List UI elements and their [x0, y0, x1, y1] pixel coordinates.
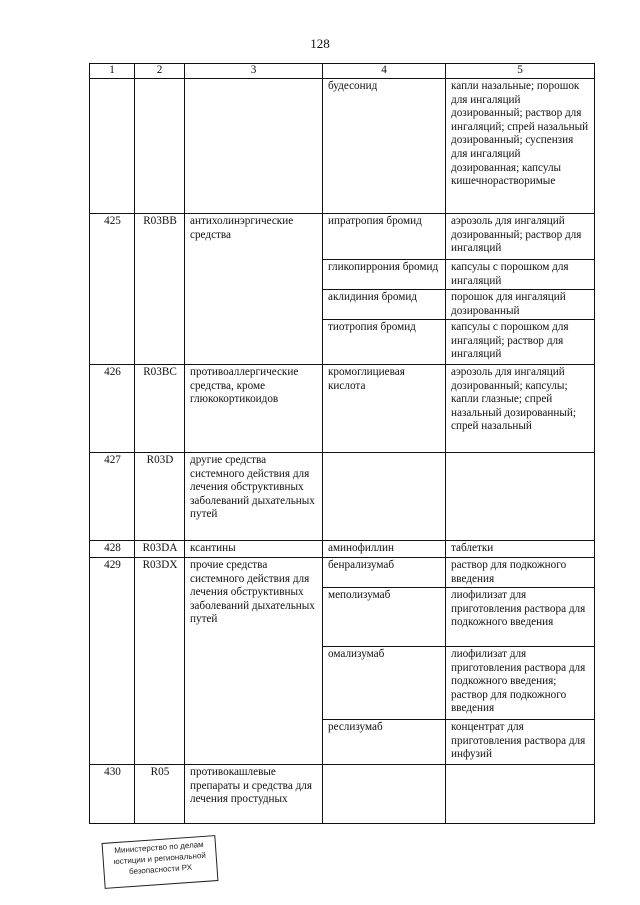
row-number: 430 — [90, 765, 135, 824]
atc-code: R03DX — [135, 558, 185, 765]
stamp-line: юстиции и региональной — [113, 850, 207, 867]
drug-name: будесонид — [323, 79, 446, 214]
atc-code: R03DA — [135, 541, 185, 558]
row-number: 426 — [90, 365, 135, 453]
dosage-form: таблетки — [446, 541, 595, 558]
drug-name: тиотропия бромид — [323, 320, 446, 365]
table-row — [90, 365, 595, 453]
drug-name: ипратропия бромид — [323, 214, 446, 260]
header-col-2: 2 — [135, 64, 185, 79]
group-name: ксантины — [185, 541, 323, 558]
drug-name — [323, 453, 446, 541]
drug-name: реслизумаб — [323, 720, 446, 765]
group-name — [185, 79, 323, 214]
atc-code: R03BC — [135, 365, 185, 453]
dosage-form: лиофилизат для приготовления раствора для подкожного введения; раствор для подкожного введения — [446, 647, 595, 720]
dosage-form: концентрат для приготовления раствора для инфузий — [446, 720, 595, 765]
dosage-form: капли назальные; порошок для ингаляций дозированный; раствор для ингаляций; спрей назальный дозированный; суспензия для ингаляций дозированная; капсулы кишечнорастворимые — [446, 79, 595, 214]
header-row — [90, 64, 595, 79]
group-name: противокашлевые препараты и средства для лечения простудных — [185, 765, 323, 824]
dosage-form — [446, 453, 595, 541]
group-name: антихолинэргические средства — [185, 214, 323, 365]
drug-table — [89, 63, 595, 824]
dosage-form: порошок для ингаляций дозированный — [446, 290, 595, 320]
table-row — [90, 765, 595, 824]
row-number: 429 — [90, 558, 135, 765]
table-row — [90, 214, 595, 260]
drug-name: кромоглициевая кислота — [323, 365, 446, 453]
row-number: 427 — [90, 453, 135, 541]
ministry-stamp — [102, 835, 219, 889]
dosage-form: раствор для подкожного введения — [446, 558, 595, 588]
table-row — [90, 79, 595, 214]
atc-code: R03BB — [135, 214, 185, 365]
drug-name: меполизумаб — [323, 588, 446, 647]
dosage-form: капсулы с порошком для ингаляций — [446, 260, 595, 290]
header-col-4: 4 — [323, 64, 446, 79]
group-name: прочие средства системного действия для лечения обструктивных заболеваний дыхательных путей — [185, 558, 323, 765]
stamp-line: безопасности РХ — [128, 862, 193, 877]
atc-code — [135, 79, 185, 214]
group-name: противоаллергические средства, кроме глюкокортикоидов — [185, 365, 323, 453]
atc-code: R05 — [135, 765, 185, 824]
drug-name: аминофиллин — [323, 541, 446, 558]
row-number: 425 — [90, 214, 135, 365]
dosage-form: лиофилизат для приготовления раствора для подкожного введения — [446, 588, 595, 647]
drug-name: омализумаб — [323, 647, 446, 720]
drug-name — [323, 765, 446, 824]
table-row — [90, 541, 595, 558]
header-col-5: 5 — [446, 64, 595, 79]
dosage-form — [446, 765, 595, 824]
group-name: другие средства системного действия для лечения обструктивных заболеваний дыхательных путей — [185, 453, 323, 541]
dosage-form: аэрозоль для ингаляций дозированный; раствор для ингаляций — [446, 214, 595, 260]
row-number: 428 — [90, 541, 135, 558]
drug-name: гликопиррония бромид — [323, 260, 446, 290]
dosage-form: капсулы с порошком для ингаляций; раствор для ингаляций — [446, 320, 595, 365]
table-row — [90, 453, 595, 541]
header-col-1: 1 — [90, 64, 135, 79]
page-number: 128 — [310, 36, 330, 51]
row-number — [90, 79, 135, 214]
dosage-form: аэрозоль для ингаляций дозированный; капсулы; капли глазные; спрей назальный дозированный; спрей назальный — [446, 365, 595, 453]
table-row — [90, 558, 595, 588]
atc-code: R03D — [135, 453, 185, 541]
drug-name: бенрализумаб — [323, 558, 446, 588]
stamp-line: Министерство по делам — [114, 839, 204, 856]
drug-name: аклидиния бромид — [323, 290, 446, 320]
header-col-3: 3 — [185, 64, 323, 79]
